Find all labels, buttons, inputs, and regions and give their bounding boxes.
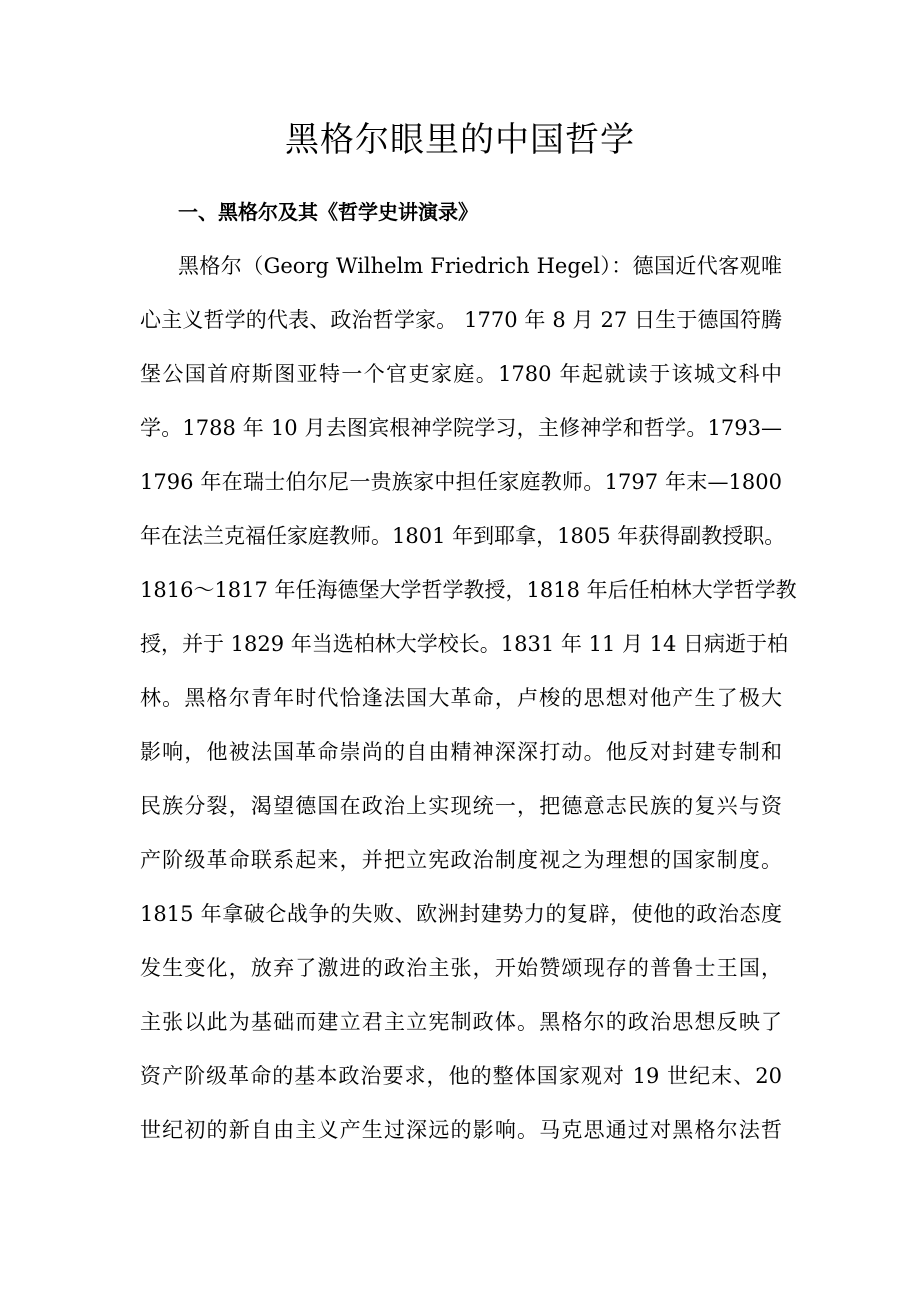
paragraph-line: 1816～1817 年任海德堡大学哲学教授，1818 年后任柏林大学哲学教 (140, 578, 797, 602)
paragraph-line: 世纪初的新自由主义产生过深远的影响。马克思通过对黑格尔法哲 (140, 1118, 782, 1142)
section-heading: 一、黑格尔及其《哲学史讲演录》 (178, 200, 478, 224)
paragraph-line: 堡公国首府斯图亚特一个官吏家庭。1780 年起就读于该城文科中 (140, 362, 782, 386)
body-paragraph (140, 244, 797, 1162)
paragraph-line: 发生变化，放弃了激进的政治主张，开始赞颂现存的普鲁士王国， (140, 956, 782, 980)
paragraph-line: 影响，他被法国革命崇尚的自由精神深深打动。他反对封建专制和 (140, 740, 782, 764)
paragraph-line: 民族分裂，渴望德国在政治上实现统一，把德意志民族的复兴与资 (140, 794, 782, 818)
paragraph-line: 1815 年拿破仑战争的失败、欧洲封建势力的复辟，使他的政治态度 (140, 902, 782, 926)
paragraph-line: 林。黑格尔青年时代恰逢法国大革命，卢梭的思想对他产生了极大 (140, 686, 782, 710)
paragraph-line: 黑格尔（Georg Wilhelm Friedrich Hegel）：德国近代客观唯 (178, 254, 782, 278)
paragraph-line: 资产阶级革命的基本政治要求，他的整体国家观对 19 世纪末、20 (140, 1064, 782, 1088)
paragraph-line: 授，并于 1829 年当选柏林大学校长。1831 年 11 月 14 日病逝于柏 (140, 632, 789, 656)
paragraph-line: 心主义哲学的代表、政治哲学家。 1770 年 8 月 27 日生于德国符腾 (140, 308, 782, 332)
paragraph-line: 1796 年在瑞士伯尔尼一贵族家中担任家庭教师。1797 年末—1800 (140, 470, 782, 494)
paragraph-line: 产阶级革命联系起来，并把立宪政治制度视之为理想的国家制度。 (140, 848, 782, 872)
paragraph-line: 学。1788 年 10 月去图宾根神学院学习，主修神学和哲学。1793— (140, 416, 782, 440)
paragraph-line: 主张以此为基础而建立君主立宪制政体。黑格尔的政治思想反映了 (140, 1010, 782, 1034)
paragraph-line: 年在法兰克福任家庭教师。1801 年到耶拿，1805 年获得副教授职。 (140, 524, 786, 548)
document-title: 黑格尔眼里的中国哲学 (285, 120, 635, 160)
